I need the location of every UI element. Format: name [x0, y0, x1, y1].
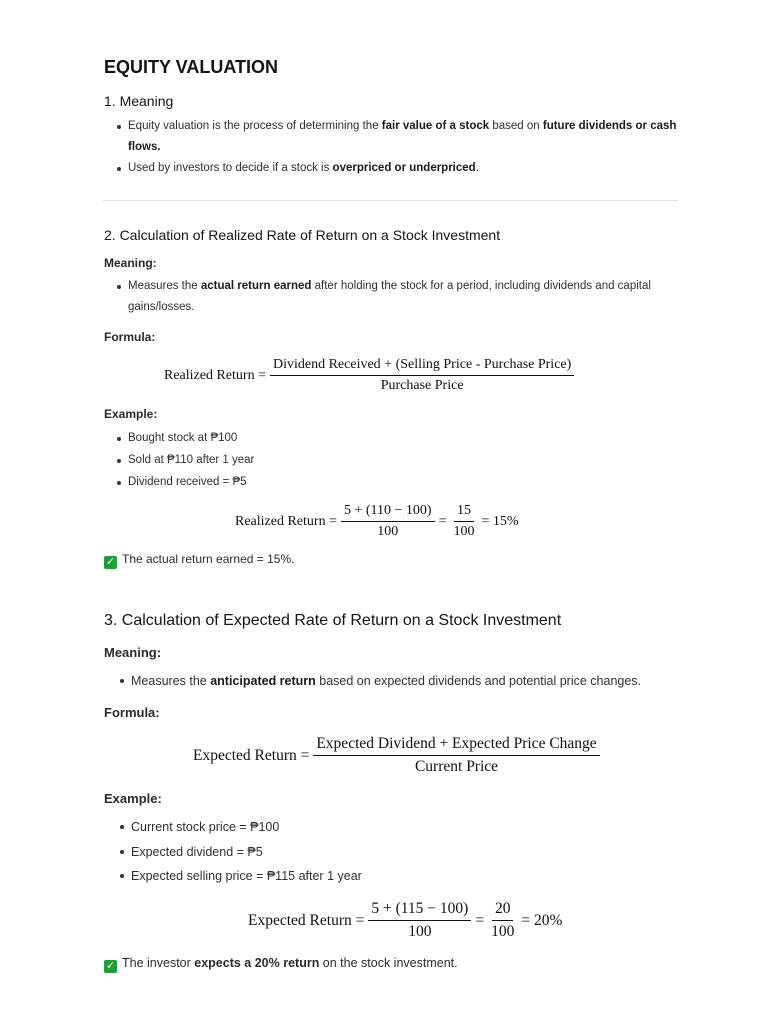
calc-fraction: $\frac{15}{100}$: [453, 503, 475, 539]
bullet-icon: [120, 850, 124, 854]
calc-fraction: $\frac{5 + (110 - 100)}{100}$: [341, 503, 435, 540]
formula-label: Formula:: [104, 330, 156, 344]
calc-fraction: $\frac{20}{100}$: [491, 900, 515, 940]
divider: [103, 200, 678, 201]
page-title: EQUITY VALUATION: [104, 57, 279, 77]
list-item: Measures the anticipated return based on expected dividends and potential price changes.: [114, 669, 731, 693]
list-item: Used by investors to decide if a stock is overpriced or underpriced.: [111, 158, 688, 179]
list-item: Current stock price = ₱100: [114, 815, 531, 839]
realized-return-calculation: Realized Return = $\frac{5 + (110 - 100)}{100}$ = $\frac{15}{100}$ = 15%: [235, 503, 519, 539]
realized-return-formula: Realized Return = $\frac{\text{Dividend Received + (Selling Price - Purchase Price)}}{\text{Purchase Price}}$: [164, 357, 578, 394]
bullet-icon: [117, 437, 121, 441]
conclusion-note: ✓ The investor expects a 20% return on the stock investment.: [105, 956, 458, 972]
bullet-icon: [117, 125, 121, 129]
section-2-heading: 2. Calculation of Realized Rate of Return on a Stock Investment: [104, 227, 501, 243]
bullet-icon: [120, 679, 124, 683]
bullet-icon: [120, 825, 124, 829]
check-mark-icon: ✓: [105, 960, 116, 972]
bullet-icon: [117, 285, 121, 289]
list-item: Sold at ₱110 after 1 year: [111, 450, 428, 471]
check-mark-icon: ✓: [105, 556, 116, 568]
meaning-label: Meaning:: [104, 256, 157, 270]
list-item: Bought stock at ₱100: [111, 428, 428, 449]
list-item: Expected selling price = ₱115 after 1 year: [114, 864, 531, 888]
conclusion-note: ✓ The actual return earned = 15%.: [105, 552, 295, 568]
calc-fraction: $\frac{5 + (115 - 100)}{100}$: [368, 900, 471, 941]
list-item: Expected dividend = ₱5: [114, 840, 531, 864]
bullet-icon: [117, 167, 121, 171]
list-item: Equity valuation is the process of determining the fair value of a stock based on future dividends or cash flows.: [111, 116, 688, 158]
bullet-icon: [120, 874, 124, 878]
formula-fraction: $\frac{\text{Dividend Received + (Selling Price - Purchase Price)}}{\text{Purchase Price}}$: [270, 357, 574, 394]
section-1-heading: 1. Meaning: [104, 93, 174, 109]
formula-fraction: $\frac{\text{Expected Dividend + Expected Price Change}}{\text{Current Price}}$: [313, 735, 599, 776]
example-label: Example:: [104, 791, 162, 806]
section-3-heading: 3. Calculation of Expected Rate of Return on a Stock Investment: [104, 612, 562, 629]
bullet-icon: [117, 459, 121, 463]
meaning-label: Meaning:: [104, 645, 162, 660]
list-item: Dividend received = ₱5: [111, 472, 428, 493]
expected-return-formula: Expected Return = $\frac{\text{Expected Dividend + Expected Price Change}}{\text{Current Price}}$: [193, 735, 604, 776]
example-label: Example:: [104, 407, 158, 421]
expected-return-calculation: Expected Return = $\frac{5 + (115 - 100)}{100}$ = $\frac{20}{100}$ = 20%: [248, 900, 563, 940]
bullet-icon: [117, 481, 121, 485]
list-item: Measures the actual return earned after holding the stock for a period, including dividends and capital gains/losses.: [111, 276, 688, 318]
formula-label: Formula:: [104, 705, 160, 720]
